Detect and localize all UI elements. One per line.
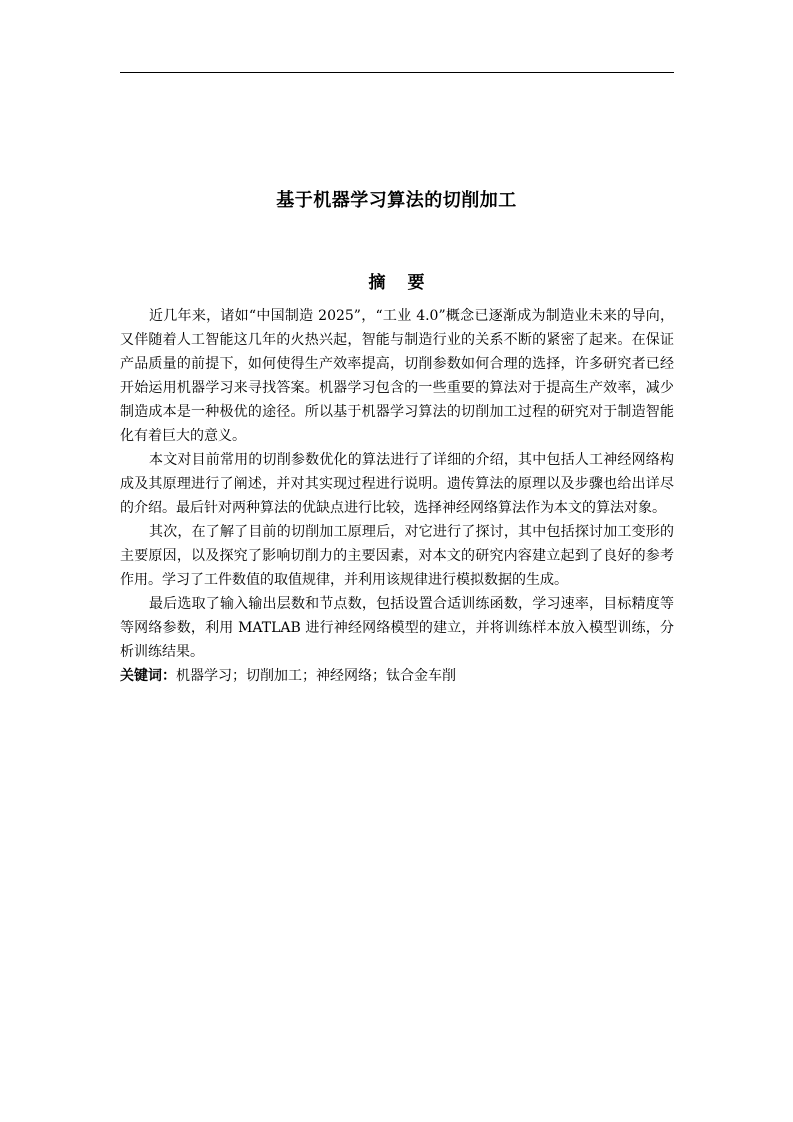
document-title: 基于机器学习算法的切削加工 [276, 190, 517, 211]
abstract-body [120, 304, 674, 688]
header-rule [120, 72, 674, 73]
keywords-line [120, 664, 674, 688]
abstract-paragraph-1: 近几年来，诸如“中国制造 2025”，“工业 4.0”概念已逐渐成为制造业未来的导向，又伴随着人工智能这几年的火热兴起，智能与制造行业的关系不断的紧密了起来。在保证产品质量的前提下，如何使得生产效率提高，切削参数如何合理的选择，许多研究者已经开始运用机器学习来寻找答案。机器学习包含的一些重要的算法对于提高生产效率，减少制造成本是一种极优的途径。所以基于机器学习算法的切削加工过程的研究对于制造智能化有着巨大的意义。 [120, 308, 674, 444]
keywords-text: 机器学习；切削加工；神经网络；钛合金车削 [176, 668, 456, 684]
abstract-paragraph-2: 本文对目前常用的切削参数优化的算法进行了详细的介绍，其中包括人工神经网络构成及其原理进行了阐述，并对其实现过程进行说明。遗传算法的原理以及步骤也给出详尽的介绍。最后针对两种算法的优缺点进行比较，选择神经网络算法作为本文的算法对象。 [120, 452, 674, 516]
abstract-paragraph-3: 其次，在了解了目前的切削加工原理后，对它进行了探讨，其中包括探讨加工变形的主要原因，以及探究了影响切削力的主要因素，对本文的研究内容建立起到了良好的参考作用。学习了工件数值的取值规律，并利用该规律进行模拟数据的生成。 [120, 524, 674, 588]
abstract-heading: 摘要 [368, 273, 447, 293]
abstract-paragraph-4: 最后选取了输入输出层数和节点数，包括设置合适训练函数，学习速率，目标精度等等网络参数，利用 MATLAB 进行神经网络模型的建立，并将训练样本放入模型训练，分析训练结果。 [120, 596, 674, 660]
keywords-label: 关键词： [120, 668, 176, 684]
